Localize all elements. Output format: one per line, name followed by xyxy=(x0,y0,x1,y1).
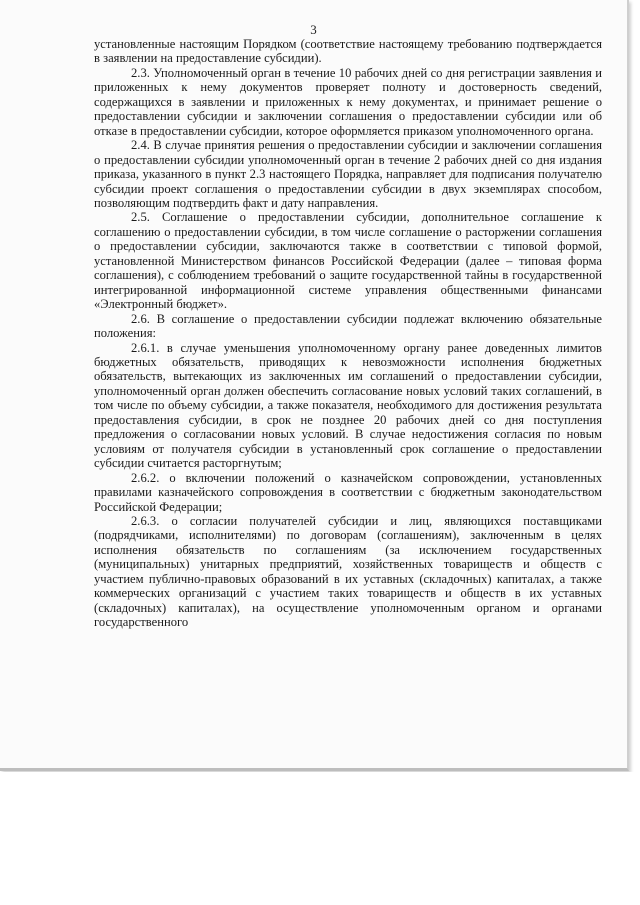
blank-area xyxy=(0,772,640,905)
paragraph-continuation: установленные настоящим Порядком (соответствие настоящему требованию подтверждается в заявлении на предоставление субсидии). xyxy=(94,37,602,66)
paragraph-2-5: 2.5. Соглашение о предоставлении субсидии, дополнительное соглашение к соглашению о предоставлении субсидии, в том числе соглашение о расторжении соглашения о предоставлении субсидии, заключаются также в соответствии с типовой формой, установленной Министерством финансов Российской Федерации (далее – типовая форма соглашения), с соблюдением требований о защите государственной тайны в государственной интегрированной информационной системе управления общественными финансами «Электронный бюджет». xyxy=(94,210,602,312)
paragraph-2-6-1: 2.6.1. в случае уменьшения уполномоченному органу ранее доведенных лимитов бюджетных обязательств, приводящих к невозможности исполнения бюджетных обязательств, вытекающих из заключенных им соглашений о предоставлении субсидии, уполномоченный орган должен обеспечить согласование новых условий таких соглашений, в том числе по объему субсидии, а также показателя, необходимого для достижения результата предоставления субсидии, в срок не позднее 20 рабочих дней со дня поступления предложения о согласовании новых условий. В случае недостижения согласия по новым условиям от получателя субсидии в установленный срок соглашение о предоставлении субсидии считается расторгнутым; xyxy=(94,340,602,471)
document-body xyxy=(94,37,602,630)
page-number: 3 xyxy=(310,22,317,37)
paragraph-2-6: 2.6. В соглашение о предоставлении субсидии подлежат включению обязательные положения: xyxy=(94,311,602,341)
paragraph-2-4: 2.4. В случае принятия решения о предоставлении субсидии и заключении соглашения о предоставлении субсидии уполномоченный орган в течение 2 рабочих дней со дня издания приказа, указанного в пункт 2.3 настоящего Порядка, направляет для подписания получателю субсидии проект соглашения о предоставлении субсидии в двух экземплярах способом, позволяющим подтвердить факт и дату направления. xyxy=(94,138,602,210)
paragraph-2-3: 2.3. Уполномоченный орган в течение 10 рабочих дней со дня регистрации заявления и приложенных к нему документов проверяет полноту и достоверность сведений, содержащихся в заявлении и приложенных к нему документах, и принимает решение о предоставлении субсидии и заключении соглашения о предоставлении субсидии или об отказе в предоставлении субсидии, которое оформляется приказом уполномоченного органа. xyxy=(94,65,602,138)
paragraph-2-6-2: 2.6.2. о включении положений о казначейском сопровождении, установленных правилами казначейского сопровождения в соответствии с бюджетным законодательством Российской Федерации; xyxy=(94,470,602,514)
paragraph-2-6-3: 2.6.3. о согласии получателей субсидии и лиц, являющихся поставщиками (подрядчиками, исполнителями) по договорам (соглашениям), заключенным в целях исполнения обязательств по соглашениям (за исключением государственных (муниципальных) унитарных предприятий, хозяйственных товариществ и обществ с участием публично-правовых образований в их уставных (складочных) капиталах, а также коммерческих организаций с участием таких товариществ и обществ в их уставных (складочных) капиталах), на осуществление уполномоченным органом и органами государственного xyxy=(94,513,602,630)
